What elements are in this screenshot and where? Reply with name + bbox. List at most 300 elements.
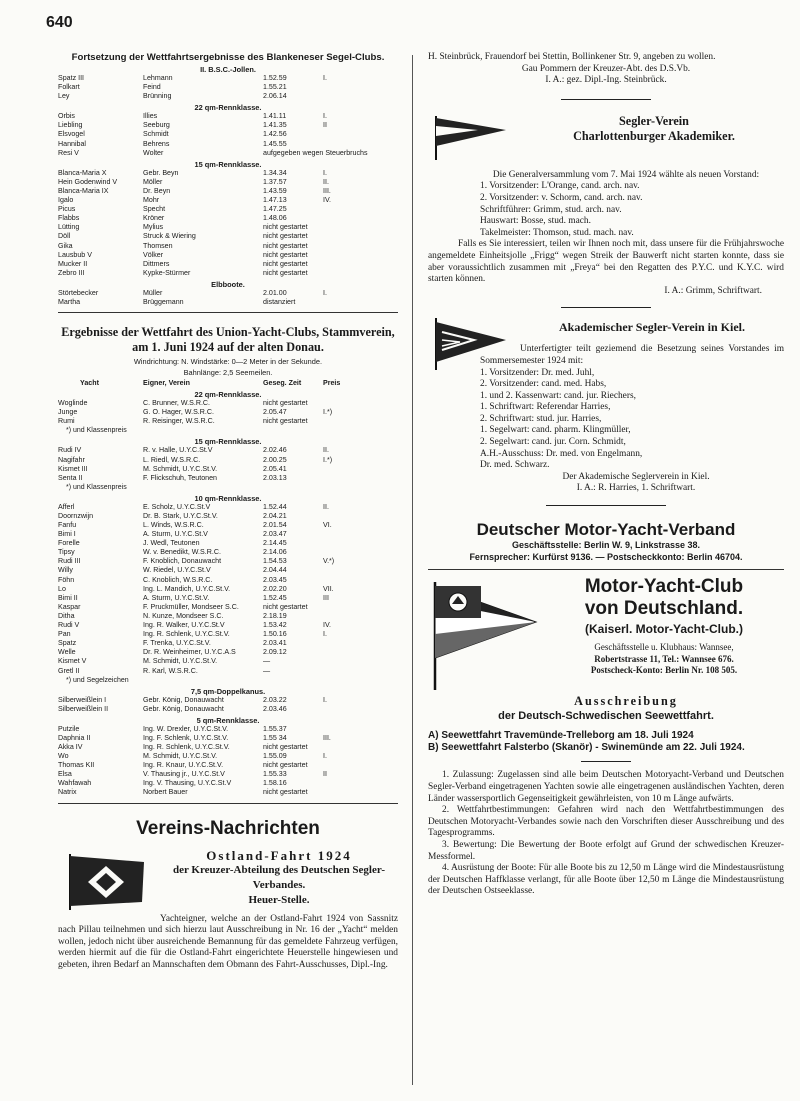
time: 1.52.45 — [263, 593, 287, 602]
prize — [323, 260, 393, 269]
yacht-name: Daphnia II — [58, 733, 91, 742]
prize — [323, 566, 393, 575]
header-time: Geseg. Zeit — [263, 379, 302, 388]
owner: Brüggemann — [143, 297, 184, 306]
result-row — [58, 557, 398, 566]
board-member: 1. Segelwart: cand. pharm. Klingmüller, — [480, 425, 631, 436]
yacht-name: Tipsy — [58, 548, 75, 557]
yacht-name: Kismet III — [58, 464, 88, 473]
owner: Kröner — [143, 214, 165, 223]
time: 1.55.37 — [263, 724, 287, 733]
charlottenburg-intro: Die Generalversammlung vom 7. Mai 1924 wählte als neuen Vorstand: — [492, 169, 760, 180]
prize — [323, 603, 393, 612]
result-row — [58, 612, 398, 621]
right-column — [428, 52, 784, 898]
board-member: 2. Vorsitzender: v. Schorm, cand. arch. nav. — [480, 192, 643, 203]
owner: G. O. Hager, W.S.R.C. — [143, 408, 214, 417]
pennant-flag-icon — [434, 116, 510, 160]
time: 2.03.13 — [263, 473, 287, 482]
result-row — [58, 566, 398, 575]
result-row — [58, 503, 398, 512]
result-row — [58, 196, 398, 205]
rule-4: 4. Ausrüstung der Boote: Für alle Boote bis zu 12,50 m Länge wird die Mindestausrüstung der Deutschen Haffklasse verlangt, für alle Boote über 12,50 m Länge die Mindestausrüstung der Deutschen Ostseeklasse. — [428, 863, 784, 897]
owner: Müller — [143, 288, 163, 297]
ostland-signature-2: I. A.: gez. Dipl.-Ing. Steinbrück. — [545, 75, 667, 86]
owner: E. Scholz, U.Y.C.St.V — [143, 502, 211, 511]
time: nicht gestartet — [263, 602, 308, 611]
owner: N. Kunze, Mondseer S.C. — [143, 611, 224, 620]
yacht-name: Döll — [58, 232, 71, 241]
prize: I. — [323, 74, 327, 82]
time: 2.02.20 — [263, 584, 287, 593]
kiel-intro: Unterfertigter teilt geziemend die Besetzung seines Vorstandes im Sommersemester 1924 mit: — [480, 344, 784, 366]
result-row — [58, 770, 398, 779]
result-row — [58, 242, 398, 251]
owner: Feind — [143, 83, 161, 92]
prize — [323, 657, 393, 666]
owner: Wolter — [143, 148, 164, 157]
divider — [546, 505, 666, 506]
result-row — [58, 585, 398, 594]
prize — [323, 779, 393, 788]
yacht-name: Elsa — [58, 770, 72, 779]
prize — [323, 242, 393, 251]
result-row — [58, 539, 398, 548]
board-member: 2. Schriftwart: stud. jur. Harries, — [480, 413, 602, 424]
yacht-name: Föhn — [58, 575, 75, 584]
prize: I. — [323, 752, 327, 761]
yacht-name: Forelle — [58, 539, 80, 548]
time: 1.52.59 — [263, 74, 287, 82]
owner: Mylius — [143, 223, 164, 232]
yacht-name: Resi V — [58, 148, 79, 157]
result-row — [58, 399, 398, 408]
prize — [323, 639, 393, 648]
class-heading: 22 qm-Rennklasse. — [194, 390, 262, 400]
class-heading: 15 qm-Rennklasse. — [194, 437, 262, 447]
ostland-subtitle: der Kreuzer-Abteilung des Deutschen Segler-Verbandes. — [172, 863, 386, 891]
yacht-name: Hannibal — [58, 139, 87, 148]
yacht-name: Wahfawah — [58, 779, 92, 788]
time: 2.04.44 — [263, 566, 287, 575]
time: nicht gestartet — [263, 223, 308, 232]
charlottenburg-title-1: Segler-Verein — [619, 113, 689, 128]
result-row — [58, 446, 398, 455]
prize: II — [323, 770, 327, 779]
owner: Schmidt — [143, 130, 169, 139]
yacht-name: Natrix — [58, 788, 77, 797]
prize — [323, 576, 393, 585]
yacht-name: Lausbub V — [58, 250, 92, 259]
yacht-name: Zebro III — [58, 268, 85, 277]
owner: Gebr. König, Donauwacht — [143, 695, 224, 704]
yacht-name: Elsvogel — [58, 130, 85, 139]
prize: I. — [323, 695, 327, 704]
time: 2.14.45 — [263, 539, 287, 548]
time: 1.50.16 — [263, 630, 287, 639]
time: nicht gestartet — [263, 417, 308, 426]
yacht-name: Blanca-Maria IX — [58, 186, 109, 195]
prize: I. — [323, 112, 327, 121]
class-heading: II. B.S.C.-Jollen. — [200, 65, 256, 74]
owner: F. Trenka, U.Y.C.St.V. — [143, 639, 211, 648]
prize: VII. — [323, 584, 334, 593]
divider — [581, 761, 631, 762]
owner: Gebr. König, Donauwacht — [143, 704, 224, 713]
dmyv-address: Geschäftsstelle: Berlin W. 9, Linkstrasse 38. — [511, 540, 701, 551]
time: 1.53.42 — [263, 621, 287, 630]
class-heading: 22 qm-Rennklasse. — [194, 103, 262, 113]
rule-2: 2. Wettfahrtbestimmungen: Gefahren wird nach den Wettfahrtbestimmungen des Deutschen Motoryacht-Verbandes sowie nach den Vorschriften dieser Ausschreibung und des Tagesprogramms. — [428, 805, 784, 839]
charlottenburg-board — [428, 181, 784, 239]
board-member: Hauswart: Bosse, stud. mach. — [480, 216, 591, 227]
prize: I. — [323, 168, 327, 177]
divider — [561, 99, 651, 100]
owner: Ing. R. Knaur, U.Y.C.St.V. — [143, 761, 224, 770]
result-row — [58, 140, 398, 149]
yacht-name: Wo — [58, 752, 69, 761]
prize — [323, 251, 393, 260]
owner: Ing. R. Walker, U.Y.C.St.V — [143, 621, 225, 630]
result-row — [58, 149, 398, 158]
yacht-name: Rudi V — [58, 621, 80, 630]
yacht-name: Senta II — [58, 473, 83, 482]
time: 2.03.45 — [263, 575, 287, 584]
mycd-address-1: Geschäftsstelle u. Klubhaus: Wannsee, — [594, 642, 734, 653]
kiel-board — [428, 368, 784, 472]
result-row — [58, 752, 398, 761]
board-member: 2. Segelwart: cand. jur. Corn. Schmidt, — [480, 437, 626, 448]
owner: W. v. Benedikt, W.S.R.C. — [143, 548, 221, 557]
prize: II. — [323, 446, 329, 455]
race-b: B) Seewettfahrt Falsterbo (Skanör) - Swinemünde am 22. Juli 1924. — [428, 741, 745, 753]
board-member: A.H.-Ausschuss: Dr. med. von Engelmann, — [480, 448, 643, 459]
prize: III. — [323, 186, 331, 195]
time: nicht gestartet — [263, 788, 308, 797]
header-yacht: Yacht — [80, 379, 99, 388]
owner: Ing. R. Schlenk, U.Y.C.St.V. — [143, 630, 230, 639]
result-row — [58, 696, 398, 705]
prize: IV. — [323, 621, 332, 630]
kiel-signature-2: I. A.: R. Harries, 1. Schriftwart. — [576, 483, 696, 494]
time: 1.58.16 — [263, 779, 287, 788]
time: 2.03.47 — [263, 530, 287, 539]
prize: I. — [323, 288, 327, 297]
result-row — [58, 112, 398, 121]
owner: C. Knoblich, W.S.R.C. — [143, 575, 213, 584]
result-row — [58, 725, 398, 734]
owner: W. Riedel, U.Y.C.St.V — [143, 566, 211, 575]
time: 1.55.09 — [263, 752, 287, 761]
charlottenburg-text: Falls es Sie interessiert, teilen wir Ihnen noch mit, dass unsere für die Frühjahrswoche angemeldete Einheitsjolle „Frigg“ wegen Streik der Bauwerft nicht starten konnte, dass sie aber voraussichtlich zusammen mit „Freya“ bei den Regatten des P.Y.C. und K.Y.C. wird starten können. — [428, 239, 784, 285]
blankenese-title: Fortsetzung der Wettfahrtsergebnisse des Blankeneser Segel-Clubs. — [71, 52, 385, 63]
owner: Behrens — [143, 139, 170, 148]
result-row — [58, 530, 398, 539]
ostland-continuation: H. Steinbrück, Frauendorf bei Stettin, Bollinkener Str. 9, angeben zu wollen. — [428, 52, 716, 62]
prize — [323, 92, 393, 101]
owner: Ing. R. Schlenk, U.Y.C.St.V. — [143, 742, 230, 751]
time: 2.09.12 — [263, 648, 287, 657]
result-row — [58, 92, 398, 101]
union-wind: Windrichtung: N. Windstärke: 0—2 Meter in der Sekunde. — [133, 357, 323, 367]
yacht-name: Rudi III — [58, 557, 81, 566]
result-row — [58, 788, 398, 797]
kiel-title: Akademischer Segler-Verein in Kiel. — [559, 320, 745, 335]
time: 1.48.06 — [263, 214, 287, 223]
result-row — [58, 74, 398, 83]
time: 2.02.46 — [263, 446, 287, 455]
result-row — [58, 548, 398, 557]
result-row — [58, 251, 398, 260]
yacht-name: Kaspar — [58, 602, 81, 611]
result-row — [58, 639, 398, 648]
owner: Völker — [143, 250, 164, 259]
prize — [323, 725, 393, 734]
footnote: *) und Klassenpreis — [66, 427, 127, 435]
owner: J. Wedl, Teutonen — [143, 539, 200, 548]
time: 1.43.59 — [263, 186, 287, 195]
result-row — [58, 121, 398, 130]
yacht-name: Afferl — [58, 502, 75, 511]
owner: Illies — [143, 112, 158, 121]
union-results — [58, 390, 398, 797]
time: 1.41.11 — [263, 112, 287, 121]
mycd-title-1: Motor-Yacht-Club — [584, 576, 744, 598]
dmyv-title: Deutscher Motor-Yacht-Verband — [476, 520, 736, 540]
yacht-name: Junge — [58, 408, 78, 417]
owner: A. Sturm, U.Y.C.St.V. — [143, 593, 210, 602]
result-row — [58, 205, 398, 214]
result-row — [58, 187, 398, 196]
prize: VI. — [323, 521, 332, 529]
owner: A. Sturm, U.Y.C.St.V — [143, 530, 208, 539]
prize: III. — [323, 733, 331, 742]
result-row — [58, 630, 398, 639]
yacht-name: Spatz III — [58, 74, 85, 82]
diamond-flag-icon — [68, 854, 148, 910]
result-row — [58, 657, 398, 666]
result-row — [58, 417, 398, 426]
owner: Ing. V. Thausing, U.Y.C.St.V — [143, 779, 232, 788]
board-member: 1. Schriftwart: Referendar Harries, — [480, 402, 611, 413]
time: 1.34.34 — [263, 168, 287, 177]
time: 2.05.41 — [263, 464, 287, 473]
owner: Brünning — [143, 92, 172, 101]
result-row — [58, 761, 398, 770]
owner: C. Brunner, W.S.R.C. — [143, 399, 211, 408]
board-member: 1. Vorsitzender: Dr. med. Juhl, — [480, 367, 595, 378]
time: 1.55.21 — [263, 83, 287, 92]
ausschreibung-subtitle: der Deutsch-Schwedischen Seewettfahrt. — [498, 710, 714, 723]
prize — [323, 214, 393, 223]
owner: R. Karl, W.S.R.C. — [143, 666, 198, 675]
result-row — [58, 269, 398, 278]
owner: R. v. Halle, U.Y.C.St.V — [143, 446, 213, 455]
time: nicht gestartet — [263, 241, 308, 250]
result-row — [58, 734, 398, 743]
yacht-name: Picus — [58, 205, 76, 214]
owner: Möller — [143, 177, 163, 186]
class-heading: 5 qm-Rennklasse. — [196, 715, 260, 725]
yacht-name: Störtebecker — [58, 288, 99, 297]
yacht-name: Putzile — [58, 724, 80, 733]
time: nicht gestartet — [263, 268, 308, 277]
prize — [323, 667, 393, 676]
divider — [58, 803, 398, 804]
result-row — [58, 223, 398, 232]
result-row — [58, 169, 398, 178]
yacht-name: Gika — [58, 241, 73, 250]
time: nicht gestartet — [263, 259, 308, 268]
board-member: 1. und 2. Kassenwart: cand. jur. Riechers, — [480, 390, 636, 401]
result-row — [58, 214, 398, 223]
result-row — [58, 512, 398, 521]
owner: Specht — [143, 205, 166, 214]
result-row — [58, 779, 398, 788]
prize: II. — [323, 177, 329, 186]
yacht-name: Hein Godenwind V — [58, 177, 118, 186]
time: nicht gestartet — [263, 761, 308, 770]
result-row — [58, 232, 398, 241]
owner: Dr. Beyn — [143, 186, 171, 195]
prize — [323, 761, 393, 770]
prize — [323, 474, 393, 483]
result-row — [58, 743, 398, 752]
charlottenburg-title-2: Charlottenburger Akademiker. — [573, 128, 735, 143]
owner: F. Knoblich, Donauwacht — [143, 557, 222, 566]
yacht-name: Kismet V — [58, 657, 87, 666]
time: 2.01.00 — [263, 288, 287, 297]
column-divider — [412, 55, 413, 1085]
yacht-name: Akka IV — [58, 742, 83, 751]
prize — [323, 83, 393, 92]
time: nicht gestartet — [263, 232, 308, 241]
owner: Ing. F. Schlenk, U.Y.C.St.V. — [143, 733, 229, 742]
kiel-signature-1: Der Akademische Seglerverein in Kiel. — [562, 471, 710, 482]
owner: Dittmers — [143, 259, 170, 268]
board-member: 1. Vorsitzender: L'Orange, cand. arch. nav. — [480, 181, 640, 192]
result-row — [58, 298, 398, 307]
yacht-name: Bimi II — [58, 593, 78, 602]
prize — [323, 399, 393, 408]
prize — [323, 648, 393, 657]
yacht-name: Woglinde — [58, 399, 88, 408]
time: 1.42.56 — [263, 130, 287, 139]
prize: II — [323, 121, 327, 130]
yacht-name: Willy — [58, 566, 73, 575]
prize — [323, 743, 393, 752]
ostland-text: Yachteigner, welche an der Ostland-Fahrt 1924 von Sassnitz nach Pillau teilnehmen und sich hierzu laut Ausschreibung in Nr. 16 der „Yacht“ melden wollen, jedoch nicht über ausreichende Bemannung für das gemeldete Fahrzeug verfügen, werden hiermit auf die für die Ostland-Fahrt eingerichtete Heuerstelle hingewiesen und gebeten, ihren Bedarf an Mannschaften dem Obmann des Fahrt-Ausschusses, Dipl.-Ing. — [58, 913, 398, 970]
ostland-title: Ostland-Fahrt 1924 — [206, 847, 352, 863]
yacht-name: Mucker II — [58, 259, 88, 268]
yacht-name: Rudi IV — [58, 446, 82, 455]
mycd-header — [428, 576, 784, 694]
prize — [323, 417, 393, 426]
yacht-name: Lo — [58, 584, 66, 593]
time: 2.01.54 — [263, 521, 287, 529]
union-title: Ergebnisse der Wettfahrt des Union-Yacht-Clubs, Stammverein, am 1. Juni 1924 auf der alten Donau. — [61, 325, 395, 355]
result-row — [58, 465, 398, 474]
yacht-name: Folkart — [58, 83, 80, 92]
owner: M. Schmidt, U.Y.C.St.V. — [143, 752, 218, 761]
board-member: Takelmeister: Thomson, stud. mach. nav. — [480, 227, 634, 238]
left-column — [58, 52, 398, 1048]
prize — [323, 512, 393, 521]
owner: R. Reisinger, W.S.R.C. — [143, 417, 215, 426]
yacht-name: Pan — [58, 630, 71, 639]
rule-1: 1. Zulassung: Zugelassen sind alle beim Deutschen Motoryacht-Verband und Deutschen Segler-Verband eingetragenen Yachten sowie alle eingetragenen ausländischen Yachten, deren Länder wassersportlich Gegenseitigkeit gewährleisten, von 10 m Länge aufwärts. — [428, 770, 784, 804]
result-row — [58, 474, 398, 483]
union-course: Bahnlänge: 2,5 Seemeilen. — [183, 368, 273, 378]
prize — [323, 539, 393, 548]
header-owner: Eigner, Verein — [143, 379, 190, 388]
time: 1.47.25 — [263, 205, 287, 214]
owner: Struck & Wiering — [143, 232, 196, 241]
prize: III — [323, 593, 329, 602]
result-row — [58, 667, 398, 676]
owner: Dr. R. Weinheimer, U.Y.C.A.S — [143, 648, 236, 657]
time: nicht gestartet — [263, 742, 308, 751]
owner: Lehmann — [143, 74, 173, 82]
yacht-name: Fanfu — [58, 521, 77, 529]
time: 1.37.57 — [263, 177, 287, 186]
time: 2.03.22 — [263, 695, 287, 704]
yacht-name: Ditha — [58, 611, 75, 620]
time: aufgegeben wegen Steuerbruchs — [263, 148, 368, 157]
prize — [323, 232, 393, 241]
prize: I. — [323, 630, 327, 639]
time: distanziert — [263, 297, 296, 306]
prize — [323, 223, 393, 232]
time: 1.55 34 — [263, 733, 287, 742]
yacht-name: Flabbs — [58, 214, 80, 223]
result-row — [58, 705, 398, 714]
yacht-name: Ley — [58, 92, 70, 101]
prize — [323, 788, 393, 797]
divider — [561, 307, 651, 308]
rule-3: 3. Bewertung: Die Bewertung der Boote erfolgt auf Grund der schwedischen Kreuzer-Messformel. — [428, 839, 784, 862]
time: — — [263, 666, 271, 675]
yacht-name: Thomas KII — [58, 761, 95, 770]
owner: Ing. W. Drexler, U.Y.C.St.V. — [143, 724, 229, 733]
yacht-name: Lütting — [58, 223, 80, 232]
owner: Kypke-Stürmer — [143, 268, 191, 277]
result-row — [58, 603, 398, 612]
owner: Mohr — [143, 196, 160, 205]
class-heading: 7,5 qm-Doppelkanus. — [190, 686, 266, 696]
result-row — [58, 648, 398, 657]
yacht-name: Blanca-Maria X — [58, 168, 107, 177]
yacht-name: Bimi I — [58, 530, 76, 539]
yacht-name: Gretl II — [58, 666, 80, 675]
yacht-name: Liebling — [58, 121, 83, 130]
kiel-header — [428, 318, 784, 362]
class-heading: Elbboote. — [211, 279, 245, 289]
prize — [323, 140, 393, 149]
class-heading: 10 qm-Rennklasse. — [194, 493, 262, 503]
result-row — [58, 621, 398, 630]
owner: V. Thausing jr., U.Y.C.St.V — [143, 770, 225, 779]
owner: Ing. L. Mandich, U.Y.C.St.V. — [143, 584, 231, 593]
yacht-name: Igalo — [58, 196, 74, 205]
time: nicht gestartet — [263, 250, 308, 259]
time: 1.47.13 — [263, 196, 287, 205]
charlottenburg-header — [428, 112, 784, 170]
owner: Seeburg — [143, 121, 170, 130]
mycd-address-2: Robertstrasse 11, Tel.: Wannsee 676. — [594, 653, 734, 664]
time: 2.03.41 — [263, 639, 287, 648]
prize — [323, 465, 393, 474]
